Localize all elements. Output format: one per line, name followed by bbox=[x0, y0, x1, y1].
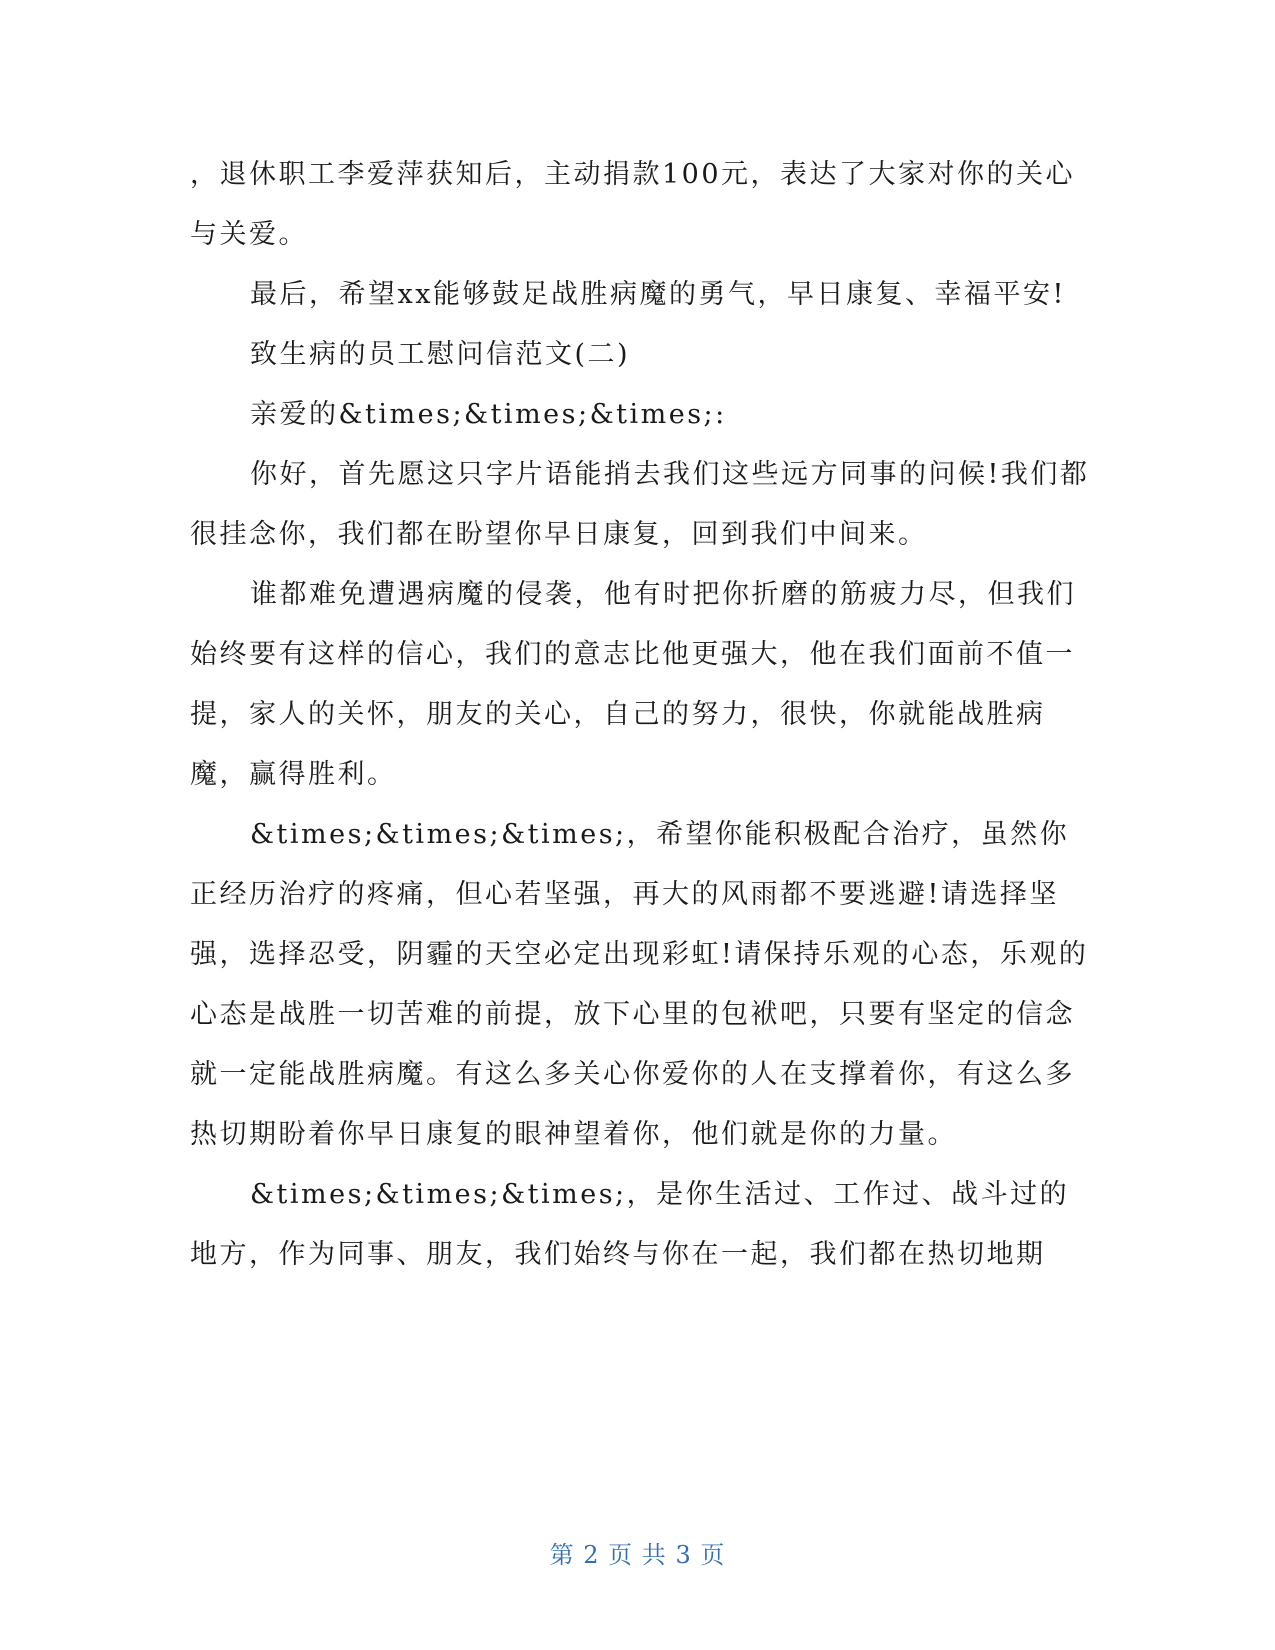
paragraph-encouragement: 谁都难免遭遇病魔的侵袭，他有时把你折磨的筋疲力尽，但我们始终要有这样的信心，我们的意志比他更强大，他在我们面前不值一提，家人的关怀，朋友的关心，自己的努力，很快，你就能战胜病魔，赢得胜利。 bbox=[190, 579, 1076, 790]
paragraph-treatment: &times;&times;&times;，希望你能积极配合治疗，虽然你正经历治疗的疼痛，但心若坚强，再大的风雨都不要逃避!请选择坚强，选择忍受，阴霾的天空必定出现彩虹!请保持乐观的心态，乐观的心态是战胜一切苦难的前提，放下心里的包袱吧，只要有坚定的信念就一定能战胜病魔。有这么多关心你爱你的人在支撑着你，有这么多热切期盼着你早日康复的眼神望着你，他们就是你的力量。 bbox=[190, 819, 1089, 1150]
section-heading: 致生病的员工慰问信范文(二) bbox=[250, 339, 631, 370]
document-body bbox=[190, 145, 1090, 1285]
paragraph-closing-wish: 最后，希望xx能够鼓足战胜病魔的勇气，早日康复、幸福平安! bbox=[250, 279, 1066, 310]
paragraph-greeting: 你好，首先愿这只字片语能捎去我们这些远方同事的问候!我们都很挂念你，我们都在盼望你早日康复，回到我们中间来。 bbox=[190, 459, 1090, 550]
letter-salutation: 亲爱的&times;&times;&times;: bbox=[250, 399, 727, 430]
page-number-footer: 第 2 页 共 3 页 bbox=[549, 1541, 726, 1569]
paragraph-workplace: &times;&times;&times;，是你生活过、工作过、战斗过的地方，作为同事、朋友，我们始终与你在一起，我们都在热切地期 bbox=[190, 1179, 1070, 1270]
paragraph-continuation: ，退休职工李爱萍获知后，主动捐款100元，表达了大家对你的关心与关爱。 bbox=[190, 159, 1076, 250]
